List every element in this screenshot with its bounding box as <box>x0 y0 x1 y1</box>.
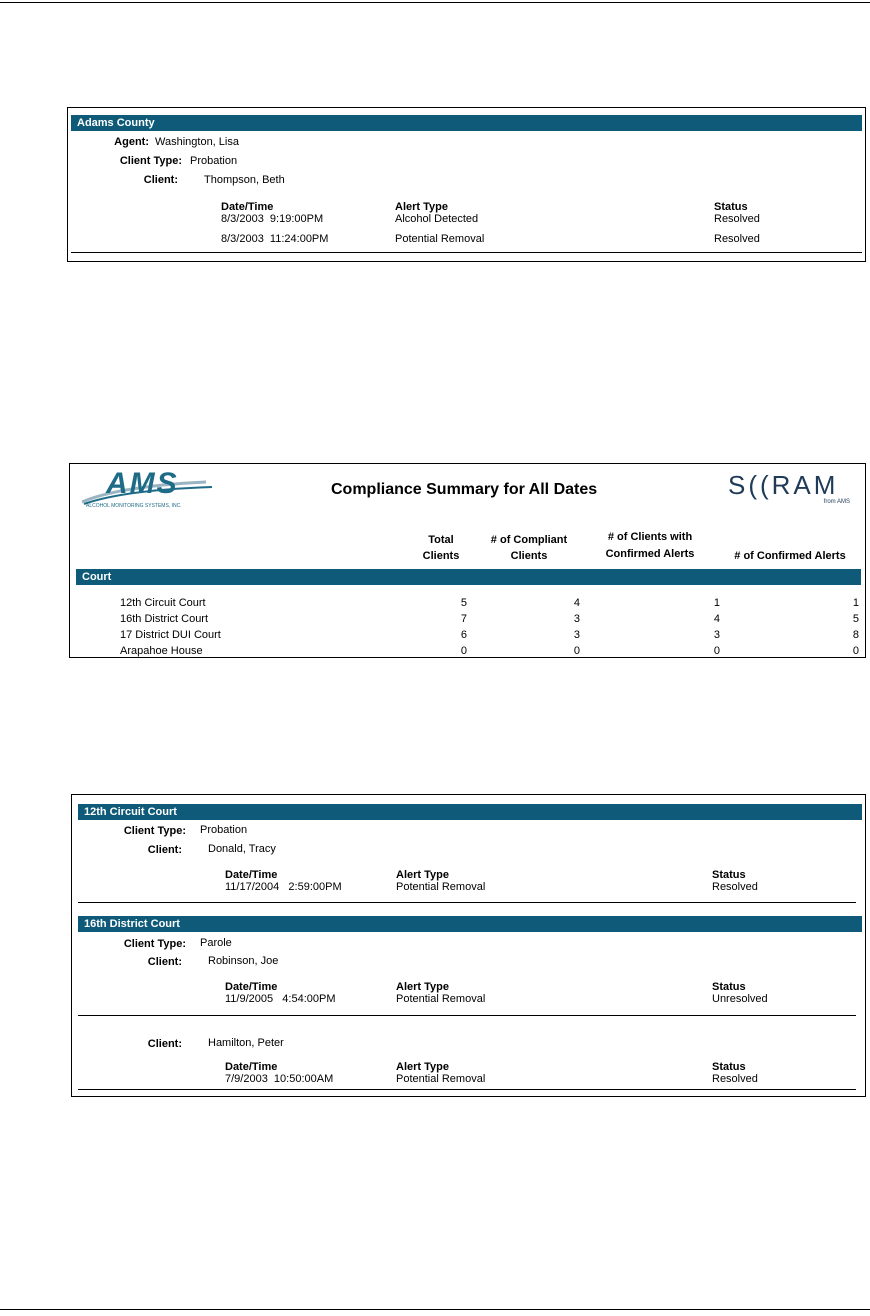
client-type-label: Client Type: <box>123 825 186 837</box>
alert-type-header: Alert Type <box>396 869 449 881</box>
alert-report-panel-adams <box>67 107 866 262</box>
client-type-label: Client Type: <box>119 155 182 167</box>
court-compliant: 4 <box>573 597 580 609</box>
court-confirmed: 5 <box>852 613 859 625</box>
client-type-label: Client Type: <box>123 938 186 950</box>
client-label: Client: <box>143 174 178 186</box>
row-status: Unresolved <box>712 993 768 1005</box>
row-alert-type: Potential Removal <box>396 1073 486 1085</box>
row-divider <box>71 252 862 253</box>
datetime-header: Date/Time <box>225 981 278 993</box>
court-alert-report-panel <box>71 794 866 1097</box>
court-total: 0 <box>460 645 467 657</box>
scram-logo <box>728 469 858 511</box>
datetime-header: Date/Time <box>225 869 278 881</box>
court-name: 16th District Court <box>120 613 209 625</box>
court-name: 17 District DUI Court <box>120 629 221 641</box>
client-label: Client: <box>147 1038 182 1050</box>
ams-logo <box>80 468 218 512</box>
court-clients-alerts: 3 <box>713 629 720 641</box>
summary-title: Compliance Summary for All Dates <box>331 481 598 498</box>
court-clients-alerts: 4 <box>713 613 720 625</box>
court-name: 12th Circuit Court <box>120 597 206 609</box>
col-clients-alerts-line1: # of Clients with <box>607 531 693 543</box>
row-datetime: 11/17/2004 2:59:00PM <box>225 881 342 893</box>
court-confirmed: 0 <box>852 645 859 657</box>
row-status: Resolved <box>714 233 760 245</box>
scram-logo-subtitle: from AMS <box>823 499 850 505</box>
datetime-header: Date/Time <box>225 1061 278 1073</box>
group-header-bar: 16th District Court <box>78 916 862 932</box>
row-datetime: 8/3/2003 11:24:00PM <box>221 233 329 245</box>
group-header-bar: Adams County <box>71 115 862 131</box>
status-header: Status <box>712 869 746 881</box>
client-value: Hamilton, Peter <box>208 1037 284 1049</box>
row-alert-type: Potential Removal <box>395 233 485 245</box>
court-clients-alerts: 1 <box>713 597 720 609</box>
row-status: Resolved <box>714 213 760 225</box>
row-datetime: 11/9/2005 4:54:00PM <box>225 993 336 1005</box>
row-divider <box>78 1015 856 1016</box>
col-compliant-line2: Clients <box>510 550 548 562</box>
client-type-value: Probation <box>190 155 238 167</box>
court-compliant: 3 <box>573 629 580 641</box>
row-datetime: 8/3/2003 9:19:00PM <box>221 213 324 225</box>
agent-label: Agent: <box>114 136 149 148</box>
court-confirmed: 8 <box>852 629 859 641</box>
row-alert-type: Alcohol Detected <box>395 213 479 225</box>
row-alert-type: Potential Removal <box>396 881 486 893</box>
ams-logo-subtitle: ALCOHOL MONITORING SYSTEMS, INC. <box>86 503 182 509</box>
col-total-line1: Total <box>428 534 454 546</box>
alert-type-header: Alert Type <box>395 201 448 213</box>
compliance-summary-panel <box>69 463 866 658</box>
court-compliant: 0 <box>573 645 580 657</box>
col-confirmed-alerts: # of Confirmed Alerts <box>734 550 846 562</box>
client-label: Client: <box>147 844 182 856</box>
group-header-bar: 12th Circuit Court <box>78 804 862 820</box>
col-total-line2: Clients <box>422 550 460 562</box>
datetime-header: Date/Time <box>221 201 274 213</box>
court-compliant: 3 <box>573 613 580 625</box>
court-total: 6 <box>460 629 467 641</box>
agent-value: Washington, Lisa <box>155 136 239 148</box>
row-status: Resolved <box>712 881 758 893</box>
scram-logo-text: S((RAM <box>728 470 839 500</box>
client-type-value: Parole <box>200 937 232 949</box>
client-value: Thompson, Beth <box>204 174 285 186</box>
alert-type-header: Alert Type <box>396 1061 449 1073</box>
court-total: 7 <box>460 613 467 625</box>
status-header: Status <box>712 1061 746 1073</box>
ams-logo-text: AMS <box>106 467 179 500</box>
client-label: Client: <box>147 956 182 968</box>
client-value: Donald, Tracy <box>208 843 276 855</box>
row-status: Resolved <box>712 1073 758 1085</box>
col-clients-alerts-line2: Confirmed Alerts <box>605 548 695 560</box>
top-page-rule <box>0 2 870 3</box>
status-header: Status <box>712 981 746 993</box>
status-header: Status <box>714 201 748 213</box>
court-total: 5 <box>460 597 467 609</box>
court-clients-alerts: 0 <box>713 645 720 657</box>
row-datetime: 7/9/2003 10:50:00AM <box>225 1073 334 1085</box>
row-alert-type: Potential Removal <box>396 993 486 1005</box>
col-compliant-line1: # of Compliant <box>490 534 568 546</box>
bottom-page-rule <box>0 1309 870 1310</box>
court-header-bar: Court <box>76 569 861 585</box>
court-confirmed: 1 <box>852 597 859 609</box>
court-name: Arapahoe House <box>120 645 203 657</box>
row-divider <box>78 902 856 903</box>
row-divider <box>78 1089 856 1090</box>
client-value: Robinson, Joe <box>208 955 279 967</box>
client-type-value: Probation <box>200 824 248 836</box>
alert-type-header: Alert Type <box>396 981 449 993</box>
